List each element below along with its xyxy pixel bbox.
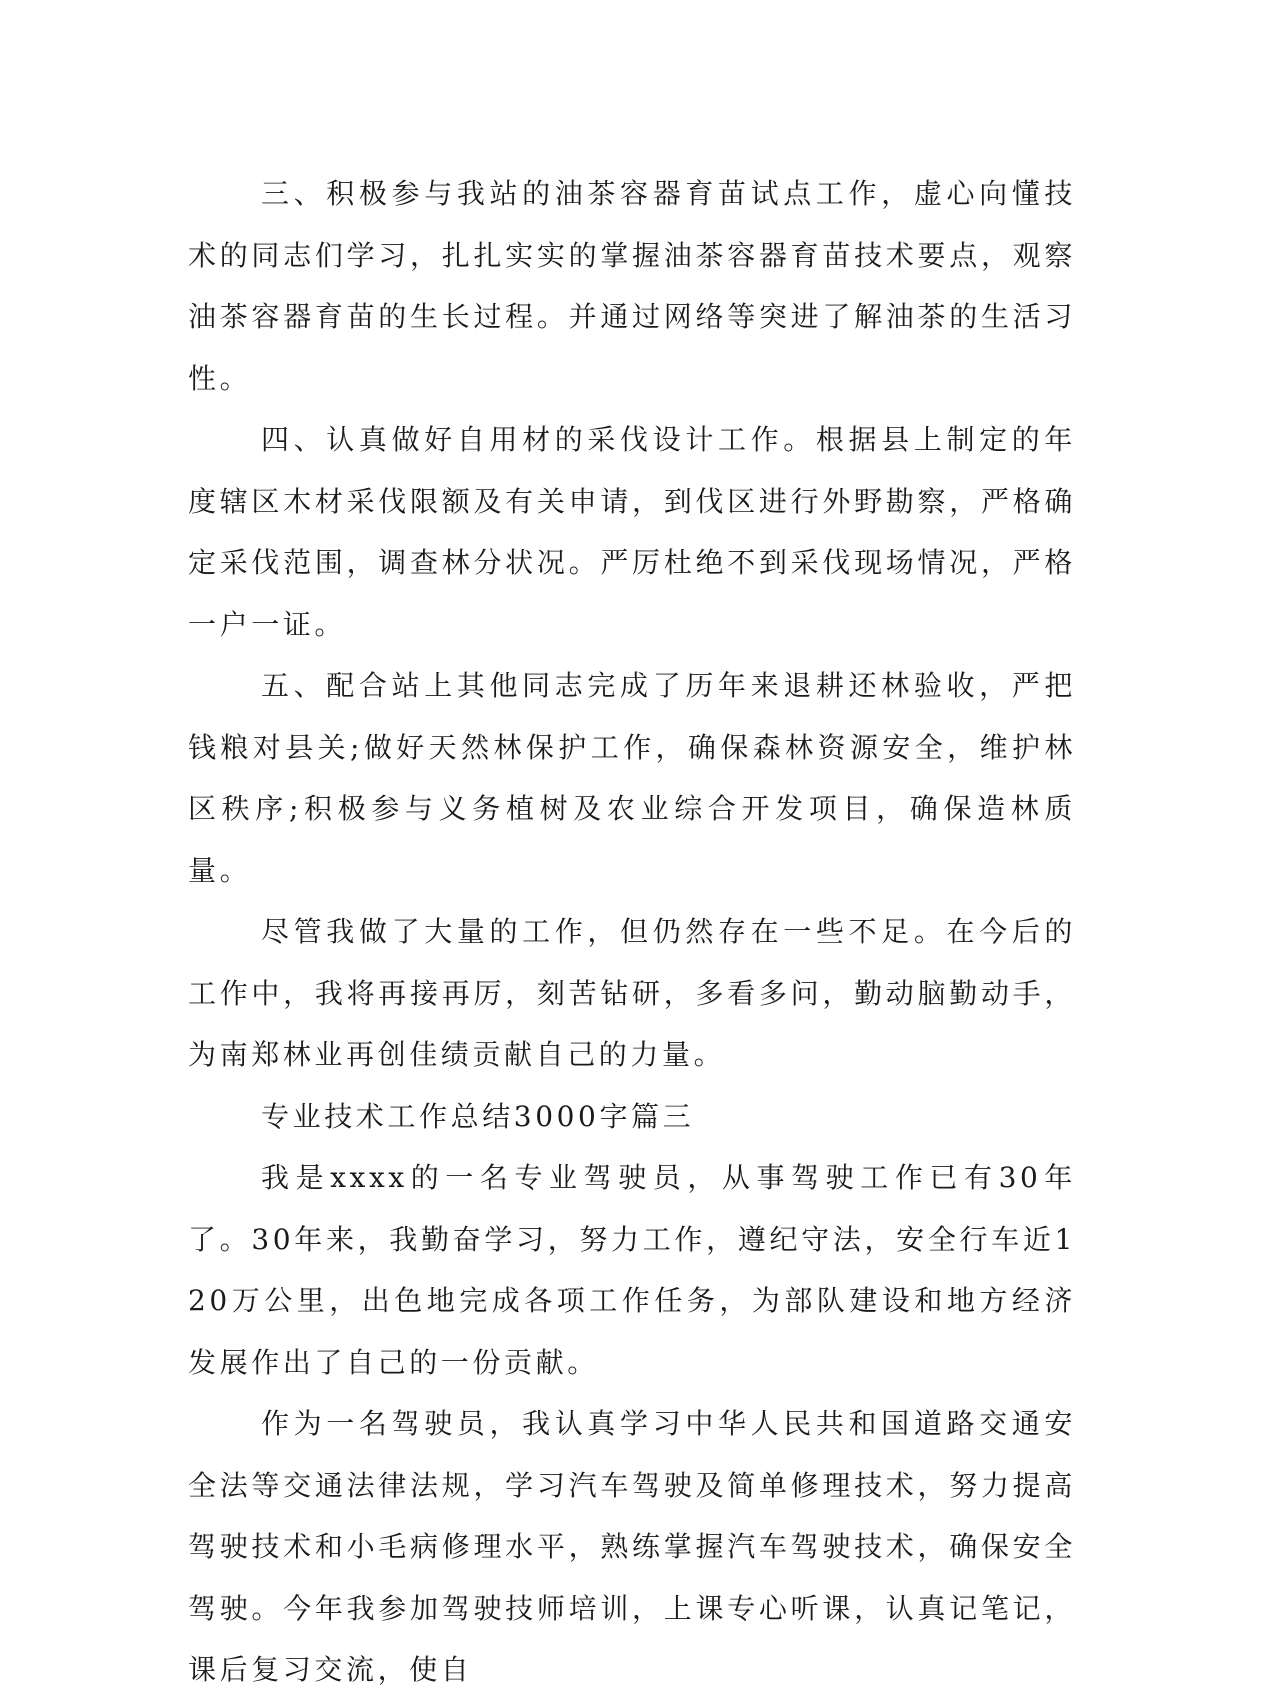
- section-heading: 专业技术工作总结3000字篇三: [261, 1099, 695, 1133]
- paragraph-driver-study: 作为一名驾驶员，我认真学习中华人民共和国道路交通安全法等交通法律法规，学习汽车驾驶及简单修理技术，努力提高驾驶技术和小毛病修理水平，熟练掌握汽车驾驶技术，确保安全驾驶。今年我参加驾驶技师培训，上课专心听课，认真记笔记，课后复习交流，使自: [188, 1407, 1076, 1686]
- paragraph-shortcomings: 尽管我做了大量的工作，但仍然存在一些不足。在今后的工作中，我将再接再厉，刻苦钻研，多看多问，勤动脑勤动手，为南郑林业再创佳绩贡献自己的力量。: [188, 915, 1076, 1071]
- paragraph-item-5-forest-protection: 五、配合站上其他同志完成了历年来退耕还林验收，严把钱粮对县关;做好天然林保护工作，确保森林资源安全，维护林区秩序;积极参与义务植树及农业综合开发项目，确保造林质量。: [188, 669, 1076, 887]
- document-body: [188, 163, 1076, 1701]
- paragraph-item-3-oil-tea-nursery: 三、积极参与我站的油茶容器育苗试点工作，虚心向懂技术的同志们学习，扎扎实实的掌握油茶容器育苗技术要点，观察油茶容器育苗的生长过程。并通过网络等突进了解油茶的生活习性。: [188, 177, 1076, 395]
- paragraph-item-4-logging-design: 四、认真做好自用材的采伐设计工作。根据县上制定的年度辖区木材采伐限额及有关申请，到伐区进行外野勘察，严格确定采伐范围，调查林分状况。严厉杜绝不到采伐现场情况，严格一户一证。: [188, 423, 1076, 641]
- paragraph-driver-intro: 我是xxxx的一名专业驾驶员，从事驾驶工作已有30年了。30年来，我勤奋学习，努力工作，遵纪守法，安全行车近120万公里，出色地完成各项工作任务，为部队建设和地方经济发展作出了自己的一份贡献。: [188, 1161, 1076, 1379]
